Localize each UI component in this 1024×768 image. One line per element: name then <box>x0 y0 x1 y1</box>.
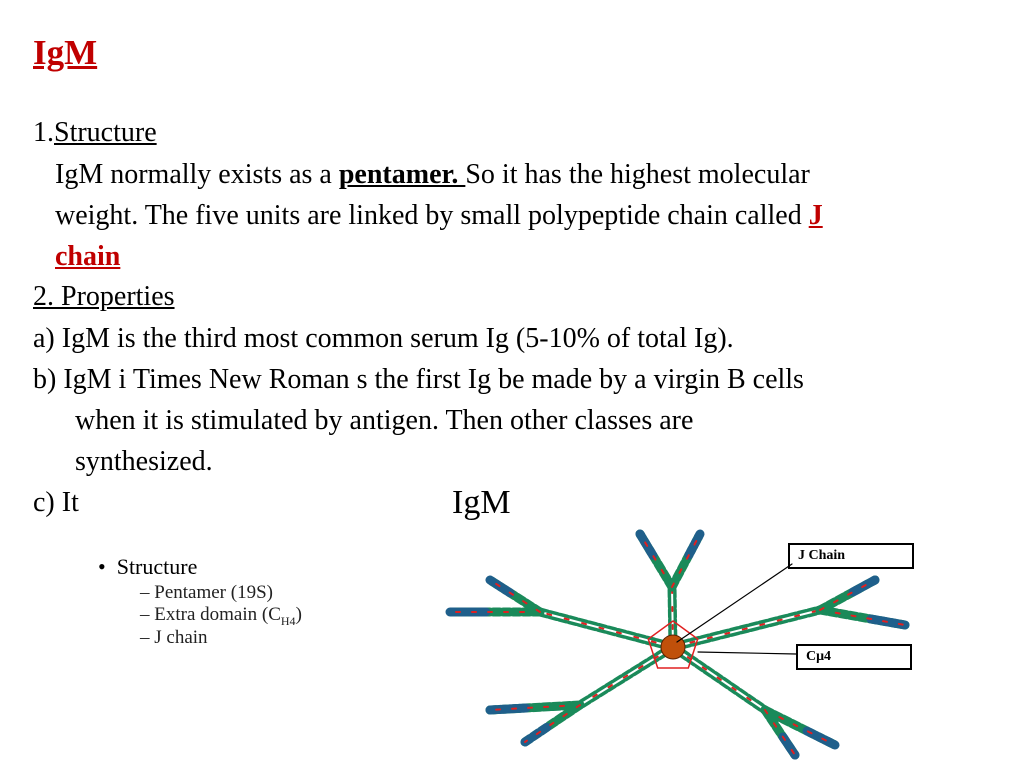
property-b-line1: b) IgM i Times New Roman s the first Ig be made by a virgin B cells <box>33 364 804 395</box>
figure-item: – Extra domain $(C_{H4})$ <box>140 604 302 628</box>
figure-item: – J chain <box>140 627 208 648</box>
text: IgM normally exists as a <box>55 159 339 190</box>
cmu4-label: Cμ4 <box>796 644 912 670</box>
j-chain-label: J Chain <box>788 543 914 569</box>
section-number: 1. <box>33 117 54 148</box>
figure-title: IgM <box>452 484 511 521</box>
cmu4-pointer <box>698 652 796 654</box>
bullet-dot-icon: • <box>98 554 117 579</box>
item-text: ) <box>295 604 302 625</box>
section1-line2 <box>55 201 823 231</box>
section1-heading <box>33 118 157 148</box>
slide-title: IgM <box>33 33 98 72</box>
property-b-line2: when it is stimulated by antigen. Then other classes are <box>75 405 694 436</box>
variable-domain <box>525 727 547 742</box>
item-text: Extra domain (C <box>154 604 281 625</box>
section1-line3 <box>55 242 120 272</box>
section-heading-text: Structure <box>54 117 157 148</box>
disulfide-bond <box>673 610 820 647</box>
j-chain-term: J <box>808 200 823 231</box>
igm-pentamer-diagram <box>80 482 1020 768</box>
figure-item: – Pentamer (19S) <box>140 582 273 603</box>
j-chain-term: chain <box>55 241 121 272</box>
property-c: c) It <box>33 487 79 518</box>
pentamer-term: pentamer. <box>338 159 466 190</box>
item-subscript: H4 <box>280 613 296 628</box>
text: So it has the highest molecular <box>465 159 810 190</box>
item-text: J chain <box>154 627 208 648</box>
text: weight. The five units are linked by small polypeptide chain called <box>55 200 809 231</box>
section2-heading <box>33 282 175 312</box>
igm-structure-figure <box>80 482 1020 768</box>
item-text: Pentamer (19S) <box>154 582 273 603</box>
property-a: a) IgM is the third most common serum Ig (5-10% of total Ig). <box>33 323 734 354</box>
property-b-line3: synthesized. <box>75 446 213 477</box>
section1-line1 <box>55 160 810 190</box>
section-heading-text: 2. Properties <box>33 281 175 312</box>
bullet-text: Structure <box>116 554 198 579</box>
